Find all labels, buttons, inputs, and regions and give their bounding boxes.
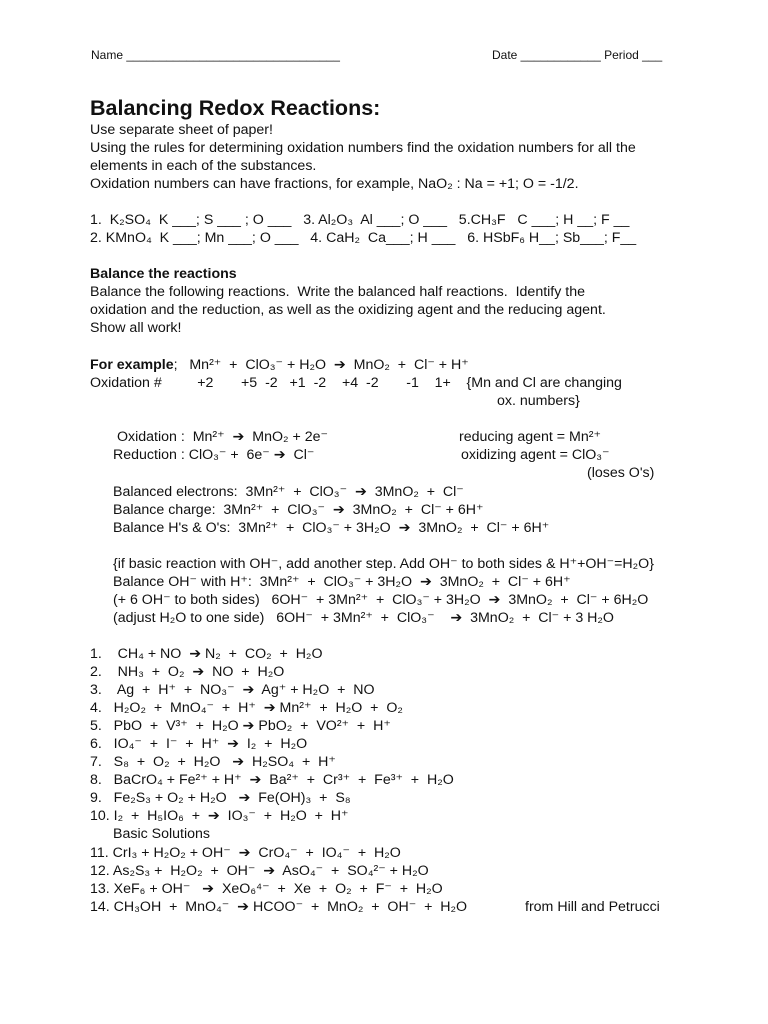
reaction-item: 2. NH₃ + O₂ ➔ NO + H₂O: [90, 664, 285, 680]
reaction-item: 10. I₂ + H₅IO₆ + ➔ IO₃⁻ + H₂O + H⁺: [90, 808, 349, 824]
basic-step: Balance OH⁻ with H⁺: 3Mn²⁺ + ClO₃⁻ + 3H₂O ➔ 3MnO₂ + Cl⁻ + 6H⁺: [113, 574, 571, 590]
intro-line: Oxidation numbers can have fractions, for example, NaO₂ : Na = +1; O = -1/2.: [90, 176, 579, 192]
loses-oxygen-note: (loses O's): [587, 465, 655, 481]
reaction-item: 7. S₈ + O₂ + H₂O ➔ H₂SO₄ + H⁺: [90, 754, 336, 770]
basic-solutions-label: Basic Solutions: [113, 826, 210, 842]
example-label: For example: [90, 357, 174, 373]
example-reaction: ; Mn²⁺ + ClO₃⁻ + H₂O ➔ MnO₂ + Cl⁻ + H⁺: [173, 357, 469, 373]
basic-step: {if basic reaction with OH⁻, add another step. Add OH⁻ to both sides & H⁺+OH⁻=H₂O}: [113, 556, 654, 572]
oxidation-half-reaction: Oxidation : Mn²⁺ ➔ MnO₂ + 2e⁻: [117, 429, 328, 445]
intro-line: Using the rules for determining oxidation numbers find the oxidation numbers for all the: [90, 140, 636, 156]
reaction-item: 4. H₂O₂ + MnO₄⁻ + H⁺ ➔ Mn²⁺ + H₂O + O₂: [90, 700, 403, 716]
instruction-line: oxidation and the reduction, as well as the oxidizing agent and the reducing agent.: [90, 302, 606, 318]
date-period-label: Date ____________ Period ___: [492, 48, 663, 62]
example-oxidation-note: ox. numbers}: [497, 393, 580, 409]
oxidation-number-row: 1. K₂SO₄ K ___; S ___ ; O ___ 3. Al₂O₃ Al ___; O ___ 5.CH₃F C ___; H __; F __: [90, 212, 630, 228]
page-title: Balancing Redox Reactions:: [90, 96, 381, 120]
oxidation-number-row: 2. KMnO₄ K ___; Mn ___; O ___ 4. CaH₂ Ca___; H ___ 6. HSbF₆ H__; Sb___; F__: [90, 230, 637, 246]
reaction-item: 14. CH₃OH + MnO₄⁻ ➔ HCOO⁻ + MnO₂ + OH⁻ + H₂O: [90, 899, 468, 915]
intro-line: Use separate sheet of paper!: [90, 122, 273, 138]
reduction-half-reaction: Reduction : ClO₃⁻ + 6e⁻ ➔ Cl⁻: [113, 447, 315, 463]
balance-step: Balance H's & O's: 3Mn²⁺ + ClO₃⁻ + 3H₂O ➔ 3MnO₂ + Cl⁻ + 6H⁺: [113, 520, 550, 536]
reaction-item: 5. PbO + V³⁺ + H₂O ➔ PbO₂ + VO²⁺ + H⁺: [90, 718, 391, 734]
reaction-item: 13. XeF₆ + OH⁻ ➔ XeO₆⁴⁻ + Xe + O₂ + F⁻ + H₂O: [90, 881, 443, 897]
example-equation: [90, 357, 469, 374]
reducing-agent: reducing agent = Mn²⁺: [459, 429, 601, 445]
section-heading: Balance the reactions: [90, 266, 237, 282]
reaction-item: 3. Ag + H⁺ + NO₃⁻ ➔ Ag⁺ + H₂O + NO: [90, 682, 375, 698]
reaction-item: 6. IO₄⁻ + I⁻ + H⁺ ➔ I₂ + H₂O: [90, 736, 308, 752]
source-credit: from Hill and Petrucci: [525, 899, 660, 915]
instruction-line: Balance the following reactions. Write the balanced half reactions. Identify the: [90, 284, 586, 300]
reaction-item: 9. Fe₂S₃ + O₂ + H₂O ➔ Fe(OH)₃ + S₈: [90, 790, 351, 806]
reaction-item: 12. As₂S₃ + H₂O₂ + OH⁻ ➔ AsO₄⁻ + SO₄²⁻ + H₂O: [90, 863, 429, 879]
balance-step: Balanced electrons: 3Mn²⁺ + ClO₃⁻ ➔ 3MnO₂ + Cl⁻: [113, 484, 464, 500]
balance-step: Balance charge: 3Mn²⁺ + ClO₃⁻ ➔ 3MnO₂ + Cl⁻ + 6H⁺: [113, 502, 484, 518]
reaction-item: 11. CrI₃ + H₂O₂ + OH⁻ ➔ CrO₄⁻ + IO₄⁻ + H₂O: [90, 845, 401, 861]
reaction-item: 1. CH₄ + NO ➔ N₂ + CO₂ + H₂O: [90, 646, 323, 662]
example-oxidation-numbers: Oxidation # +2 +5 -2 +1 -2 +4 -2 -1 1+ {Mn and Cl are changing: [90, 375, 622, 391]
intro-line: elements in each of the substances.: [90, 158, 317, 174]
reaction-item: 8. BaCrO₄ + Fe²⁺ + H⁺ ➔ Ba²⁺ + Cr³⁺ + Fe³⁺ + H₂O: [90, 772, 454, 788]
basic-step: (adjust H₂O to one side) 6OH⁻ + 3Mn²⁺ + ClO₃⁻ ➔ 3MnO₂ + Cl⁻ + 3 H₂O: [113, 610, 614, 626]
basic-step: (+ 6 OH⁻ to both sides) 6OH⁻ + 3Mn²⁺ + ClO₃⁻ + 3H₂O ➔ 3MnO₂ + Cl⁻ + 6H₂O: [113, 592, 649, 608]
name-field-label: Name ________________________________: [91, 48, 340, 62]
instruction-line: Show all work!: [90, 320, 182, 336]
oxidizing-agent: oxidizing agent = ClO₃⁻: [461, 447, 610, 463]
